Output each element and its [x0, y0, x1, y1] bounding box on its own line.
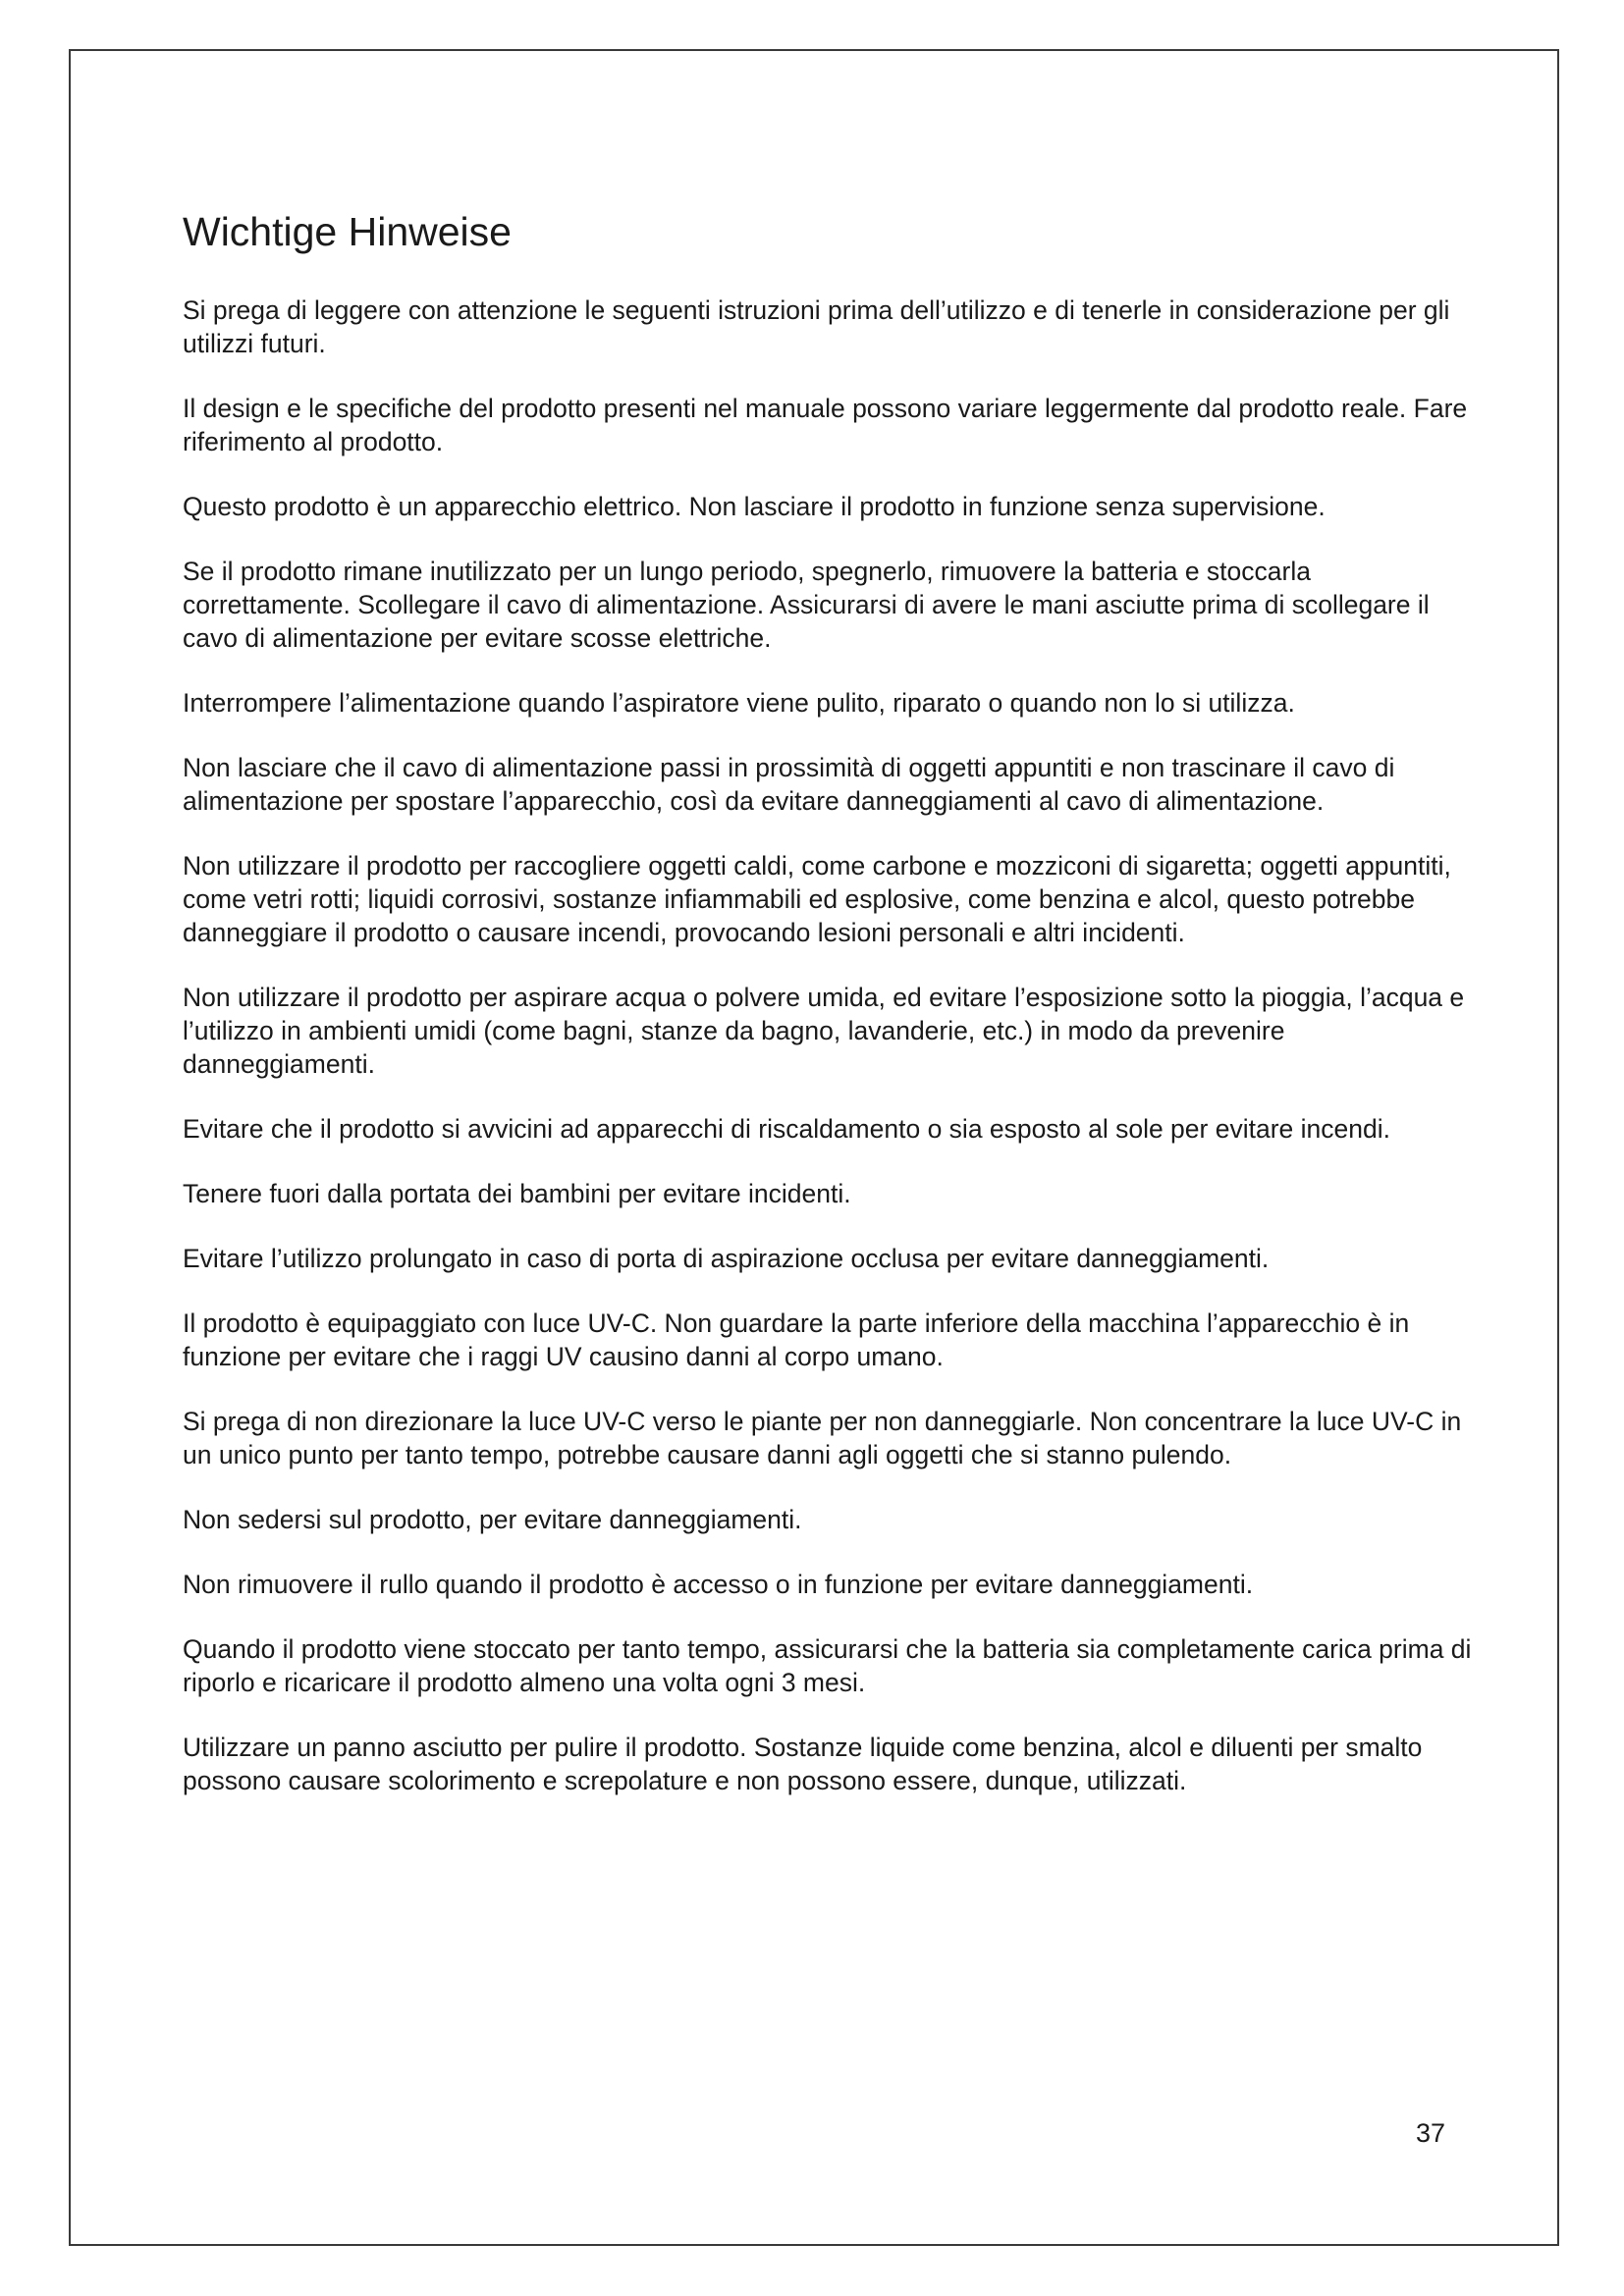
paragraph-read-instructions: Si prega di leggere con attenzione le seguenti istruzioni prima dell’utilizzo e di tenerle in considerazione per gli utilizzi futuri. — [183, 295, 1450, 359]
paragraph-long-storage: Se il prodotto rimane inutilizzato per un lungo periodo, spegnerlo, rimuovere la batteria e stoccarla correttamente. Scollegare il cavo di alimentazione. Assicurarsi di avere le mani asciutte prima di scollegare il cavo di alimentazione per evitare scosse elettriche. — [183, 557, 1430, 654]
paragraph-design-specifications: Il design e le specifiche del prodotto presenti nel manuale possono variare leggermente dal prodotto reale. Fare riferimento al prodotto. — [183, 394, 1468, 457]
paragraph-uv-light: Il prodotto è equipaggiato con luce UV-C. Non guardare la parte inferiore della macchina l’apparecchio è in funzione per evitare che i raggi UV causino danni al corpo umano. — [183, 1308, 1410, 1372]
paragraph-do-not-sit: Non sedersi sul prodotto, per evitare danneggiamenti. — [183, 1505, 802, 1535]
paragraph-electrical-appliance: Questo prodotto è un apparecchio elettrico. Non lasciare il prodotto in funzione senza supervisione. — [183, 492, 1326, 522]
paragraph-cleaning: Utilizzare un panno asciutto per pulire il prodotto. Sostanze liquide come benzina, alcol e diluenti per smalto possono causare scolorimento e screpolature e non possono essere, dunque, utilizzati. — [183, 1733, 1423, 1796]
paragraph-battery-storage: Quando il prodotto viene stoccato per tanto tempo, assicurarsi che la batteria sia completamente carica prima di riporlo e ricaricare il prodotto almeno una volta ogni 3 mesi. — [183, 1634, 1472, 1698]
paragraph-roller: Non rimuovere il rullo quando il prodotto è accesso o in funzione per evitare danneggiamenti. — [183, 1570, 1254, 1600]
paragraph-blocked-suction: Evitare l’utilizzo prolungato in caso di porta di aspirazione occlusa per evitare danneggiamenti. — [183, 1244, 1270, 1274]
document-body — [183, 208, 1479, 1829]
paragraph-power-off: Interrompere l’alimentazione quando l’aspiratore viene pulito, riparato o quando non lo si utilizza. — [183, 688, 1295, 719]
paragraph-heat-sources: Evitare che il prodotto si avvicini ad apparecchi di riscaldamento o sia esposto al sole per evitare incendi. — [183, 1114, 1390, 1145]
paragraph-hot-objects: Non utilizzare il prodotto per raccogliere oggetti caldi, come carbone e mozziconi di sigaretta; oggetti appuntiti, come vetri rotti; liquidi corrosivi, sostanze infiammabili ed esplosive, come benzina e alcol, questo potrebbe danneggiare il prodotto o causare incendi, provocando lesioni personali e altri incidenti. — [183, 851, 1451, 948]
paragraph-power-cord: Non lasciare che il cavo di alimentazione passi in prossimità di oggetti appuntiti e non trascinare il cavo di alimentazione per spostare l’apparecchio, così da evitare danneggiamenti al cavo di alimentazione. — [183, 753, 1395, 817]
paragraph-children: Tenere fuori dalla portata dei bambini per evitare incidenti. — [183, 1179, 851, 1209]
page-number: 37 — [1415, 2118, 1445, 2148]
page-title: Wichtige Hinweise — [183, 209, 512, 254]
paragraph-water: Non utilizzare il prodotto per aspirare acqua o polvere umida, ed evitare l’esposizione sotto la pioggia, l’acqua e l’utilizzo in ambienti umidi (come bagni, stanze da bagno, lavanderie, etc.) in modo da prevenire danneggiamenti. — [183, 983, 1465, 1080]
paragraph-uv-plants: Si prega di non direzionare la luce UV-C verso le piante per non danneggiarle. Non concentrare la luce UV-C in un unico punto per tanto tempo, potrebbe causare danni agli oggetti che si stanno pulendo. — [183, 1407, 1462, 1470]
